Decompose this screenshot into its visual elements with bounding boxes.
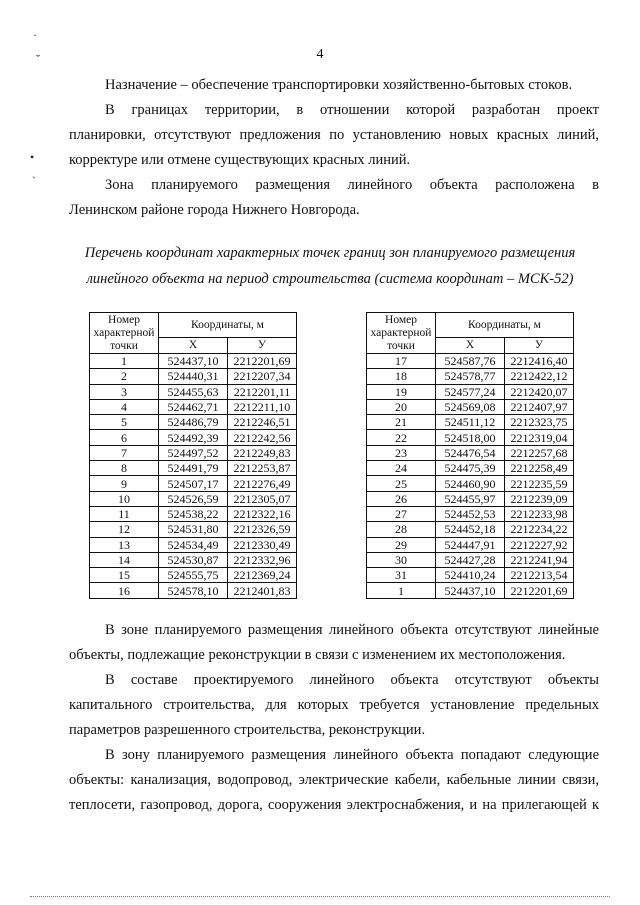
y-coordinate-cell: 2212407,97 xyxy=(505,399,574,414)
header-coordinates: Координаты, м xyxy=(436,313,574,338)
table-row xyxy=(90,537,297,552)
scan-mark: ˇ xyxy=(36,52,40,66)
point-number-cell: 1 xyxy=(367,583,436,598)
table-row xyxy=(367,506,574,521)
table-row xyxy=(90,430,297,445)
table-row xyxy=(367,445,574,460)
point-number-cell: 23 xyxy=(367,445,436,460)
table-row xyxy=(90,445,297,460)
point-number-cell: 21 xyxy=(367,415,436,430)
y-coordinate-cell: 2212235,59 xyxy=(505,476,574,491)
y-coordinate-cell: 2212332,96 xyxy=(228,552,297,567)
x-coordinate-cell: 524518,00 xyxy=(436,430,505,445)
point-number-cell: 24 xyxy=(367,461,436,476)
table-row xyxy=(90,568,297,583)
x-coordinate-cell: 524511,12 xyxy=(436,415,505,430)
table-row xyxy=(90,476,297,491)
point-number-cell: 22 xyxy=(367,430,436,445)
x-coordinate-cell: 524437,10 xyxy=(436,583,505,598)
y-coordinate-cell: 2212323,75 xyxy=(505,415,574,430)
y-coordinate-cell: 2212401,83 xyxy=(228,583,297,598)
y-coordinate-cell: 2212322,16 xyxy=(228,506,297,521)
point-number-cell: 14 xyxy=(90,552,159,567)
x-coordinate-cell: 524531,80 xyxy=(159,522,228,537)
table-row xyxy=(367,552,574,567)
table-row xyxy=(367,354,574,369)
x-coordinate-cell: 524475,39 xyxy=(436,461,505,476)
table-row xyxy=(367,537,574,552)
scan-bottom-edge xyxy=(30,896,610,898)
table-row xyxy=(367,415,574,430)
table-row xyxy=(367,583,574,598)
scan-mark: · xyxy=(33,28,37,42)
point-number-cell: 3 xyxy=(90,384,159,399)
x-coordinate-cell: 524587,76 xyxy=(436,354,505,369)
x-coordinate-cell: 524526,59 xyxy=(159,491,228,506)
y-coordinate-cell: 2212422,12 xyxy=(505,369,574,384)
x-coordinate-cell: 524447,91 xyxy=(436,537,505,552)
table-caption: Перечень координат характерных точек границ зон планируемого размещения линейного объекта на период строительства (система координат – МСК-52) xyxy=(84,245,576,287)
header-point-number: Номер характерной точки xyxy=(90,313,159,354)
point-number-cell: 28 xyxy=(367,522,436,537)
header-x: X xyxy=(436,338,505,354)
paragraph-red-lines: В границах территории, в отношении которой разработан проект планировки, отсутствуют предложения по установлению новых красных линий, корректуре или отмене существующих красных линий. xyxy=(69,102,599,168)
paragraph-reconstruction: В зоне планируемого размещения линейного объекта отсутствуют линейные объекты, подлежащие реконструкции в связи с изменением их местоположения. xyxy=(69,622,599,663)
x-coordinate-cell: 524578,10 xyxy=(159,583,228,598)
table-row xyxy=(90,354,297,369)
point-number-cell: 27 xyxy=(367,506,436,521)
point-number-cell: 8 xyxy=(90,461,159,476)
header-y: У xyxy=(228,338,297,354)
header-coordinates: Координаты, м xyxy=(159,313,297,338)
x-coordinate-cell: 524486,79 xyxy=(159,415,228,430)
scan-mark: ˋ xyxy=(32,174,36,188)
y-coordinate-cell: 2212242,56 xyxy=(228,430,297,445)
x-coordinate-cell: 524555,75 xyxy=(159,568,228,583)
point-number-cell: 11 xyxy=(90,506,159,521)
table-row xyxy=(90,552,297,567)
table-row xyxy=(90,384,297,399)
x-coordinate-cell: 524578,77 xyxy=(436,369,505,384)
point-number-cell: 18 xyxy=(367,369,436,384)
point-number-cell: 20 xyxy=(367,399,436,414)
table-row xyxy=(90,583,297,598)
y-coordinate-cell: 2212213,54 xyxy=(505,568,574,583)
table-row xyxy=(367,384,574,399)
x-coordinate-cell: 524577,24 xyxy=(436,384,505,399)
y-coordinate-cell: 2212330,49 xyxy=(228,537,297,552)
x-coordinate-cell: 524534,49 xyxy=(159,537,228,552)
y-coordinate-cell: 2212253,87 xyxy=(228,461,297,476)
y-coordinate-cell: 2212201,69 xyxy=(505,583,574,598)
y-coordinate-cell: 2212258,49 xyxy=(505,461,574,476)
point-number-cell: 16 xyxy=(90,583,159,598)
coordinates-table-right xyxy=(366,312,574,599)
x-coordinate-cell: 524410,24 xyxy=(436,568,505,583)
point-number-cell: 4 xyxy=(90,399,159,414)
y-coordinate-cell: 2212233,98 xyxy=(505,506,574,521)
x-coordinate-cell: 524452,53 xyxy=(436,506,505,521)
point-number-cell: 19 xyxy=(367,384,436,399)
table-row xyxy=(367,522,574,537)
x-coordinate-cell: 524476,54 xyxy=(436,445,505,460)
x-coordinate-cell: 524491,79 xyxy=(159,461,228,476)
paragraph-purpose: Назначение – обеспечение транспортировки хозяйственно-бытовых стоков. xyxy=(105,77,573,93)
point-number-cell: 31 xyxy=(367,568,436,583)
table-row xyxy=(90,506,297,521)
table-row xyxy=(90,461,297,476)
table-row xyxy=(90,399,297,414)
point-number-cell: 1 xyxy=(90,354,159,369)
paragraph-zone-location: Зона планируемого размещения линейного объекта расположена в Ленинском районе города Нижнего Новгорода. xyxy=(69,177,599,218)
point-number-cell: 12 xyxy=(90,522,159,537)
x-coordinate-cell: 524455,97 xyxy=(436,491,505,506)
point-number-cell: 25 xyxy=(367,476,436,491)
point-number-cell: 13 xyxy=(90,537,159,552)
x-coordinate-cell: 524427,28 xyxy=(436,552,505,567)
y-coordinate-cell: 2212319,04 xyxy=(505,430,574,445)
point-number-cell: 9 xyxy=(90,476,159,491)
table-row xyxy=(367,430,574,445)
y-coordinate-cell: 2212305,07 xyxy=(228,491,297,506)
y-coordinate-cell: 2212246,51 xyxy=(228,415,297,430)
point-number-cell: 6 xyxy=(90,430,159,445)
table-row xyxy=(90,415,297,430)
point-number-cell: 15 xyxy=(90,568,159,583)
table-row xyxy=(367,568,574,583)
y-coordinate-cell: 2212249,83 xyxy=(228,445,297,460)
table-row xyxy=(90,491,297,506)
y-coordinate-cell: 2212276,49 xyxy=(228,476,297,491)
page-number: 4 xyxy=(316,47,324,62)
x-coordinate-cell: 524497,52 xyxy=(159,445,228,460)
x-coordinate-cell: 524462,71 xyxy=(159,399,228,414)
header-y: У xyxy=(505,338,574,354)
point-number-cell: 29 xyxy=(367,537,436,552)
table-row xyxy=(367,461,574,476)
y-coordinate-cell: 2212201,11 xyxy=(228,384,297,399)
x-coordinate-cell: 524452,18 xyxy=(436,522,505,537)
x-coordinate-cell: 524440,31 xyxy=(159,369,228,384)
y-coordinate-cell: 2212326,59 xyxy=(228,522,297,537)
x-coordinate-cell: 524437,10 xyxy=(159,354,228,369)
y-coordinate-cell: 2212201,69 xyxy=(228,354,297,369)
table-row xyxy=(367,369,574,384)
paragraph-capital-objects: В составе проектируемого линейного объекта отсутствуют объекты капитального строительства, для которых требуется установление предельных параметров разрешенного строительства, реконструкции. xyxy=(69,672,599,738)
point-number-cell: 2 xyxy=(90,369,159,384)
scan-mark: • xyxy=(30,150,35,164)
x-coordinate-cell: 524507,17 xyxy=(159,476,228,491)
y-coordinate-cell: 2212211,10 xyxy=(228,399,297,414)
header-x: X xyxy=(159,338,228,354)
y-coordinate-cell: 2212241,94 xyxy=(505,552,574,567)
table-row xyxy=(367,491,574,506)
y-coordinate-cell: 2212227,92 xyxy=(505,537,574,552)
y-coordinate-cell: 2212239,09 xyxy=(505,491,574,506)
point-number-cell: 26 xyxy=(367,491,436,506)
y-coordinate-cell: 2212207,34 xyxy=(228,369,297,384)
table-row xyxy=(90,522,297,537)
point-number-cell: 7 xyxy=(90,445,159,460)
y-coordinate-cell: 2212369,24 xyxy=(228,568,297,583)
y-coordinate-cell: 2212257,68 xyxy=(505,445,574,460)
x-coordinate-cell: 524492,39 xyxy=(159,430,228,445)
table-row xyxy=(367,476,574,491)
point-number-cell: 30 xyxy=(367,552,436,567)
coordinates-table-left xyxy=(89,312,297,599)
y-coordinate-cell: 2212416,40 xyxy=(505,354,574,369)
x-coordinate-cell: 524530,87 xyxy=(159,552,228,567)
point-number-cell: 5 xyxy=(90,415,159,430)
x-coordinate-cell: 524569,08 xyxy=(436,399,505,414)
y-coordinate-cell: 2212420,07 xyxy=(505,384,574,399)
point-number-cell: 10 xyxy=(90,491,159,506)
header-point-number: Номер характерной точки xyxy=(367,313,436,354)
point-number-cell: 17 xyxy=(367,354,436,369)
table-row xyxy=(90,369,297,384)
y-coordinate-cell: 2212234,22 xyxy=(505,522,574,537)
x-coordinate-cell: 524460,90 xyxy=(436,476,505,491)
paragraph-affected-objects: В зону планируемого размещения линейного объекта попадают следующие объекты: канализация, водопровод, электрические кабели, кабельные линии связи, теплосети, газопровод, дорога, сооружения электроснабжения, и на прилегающей к xyxy=(69,747,599,813)
x-coordinate-cell: 524455,63 xyxy=(159,384,228,399)
x-coordinate-cell: 524538,22 xyxy=(159,506,228,521)
table-row xyxy=(367,399,574,414)
